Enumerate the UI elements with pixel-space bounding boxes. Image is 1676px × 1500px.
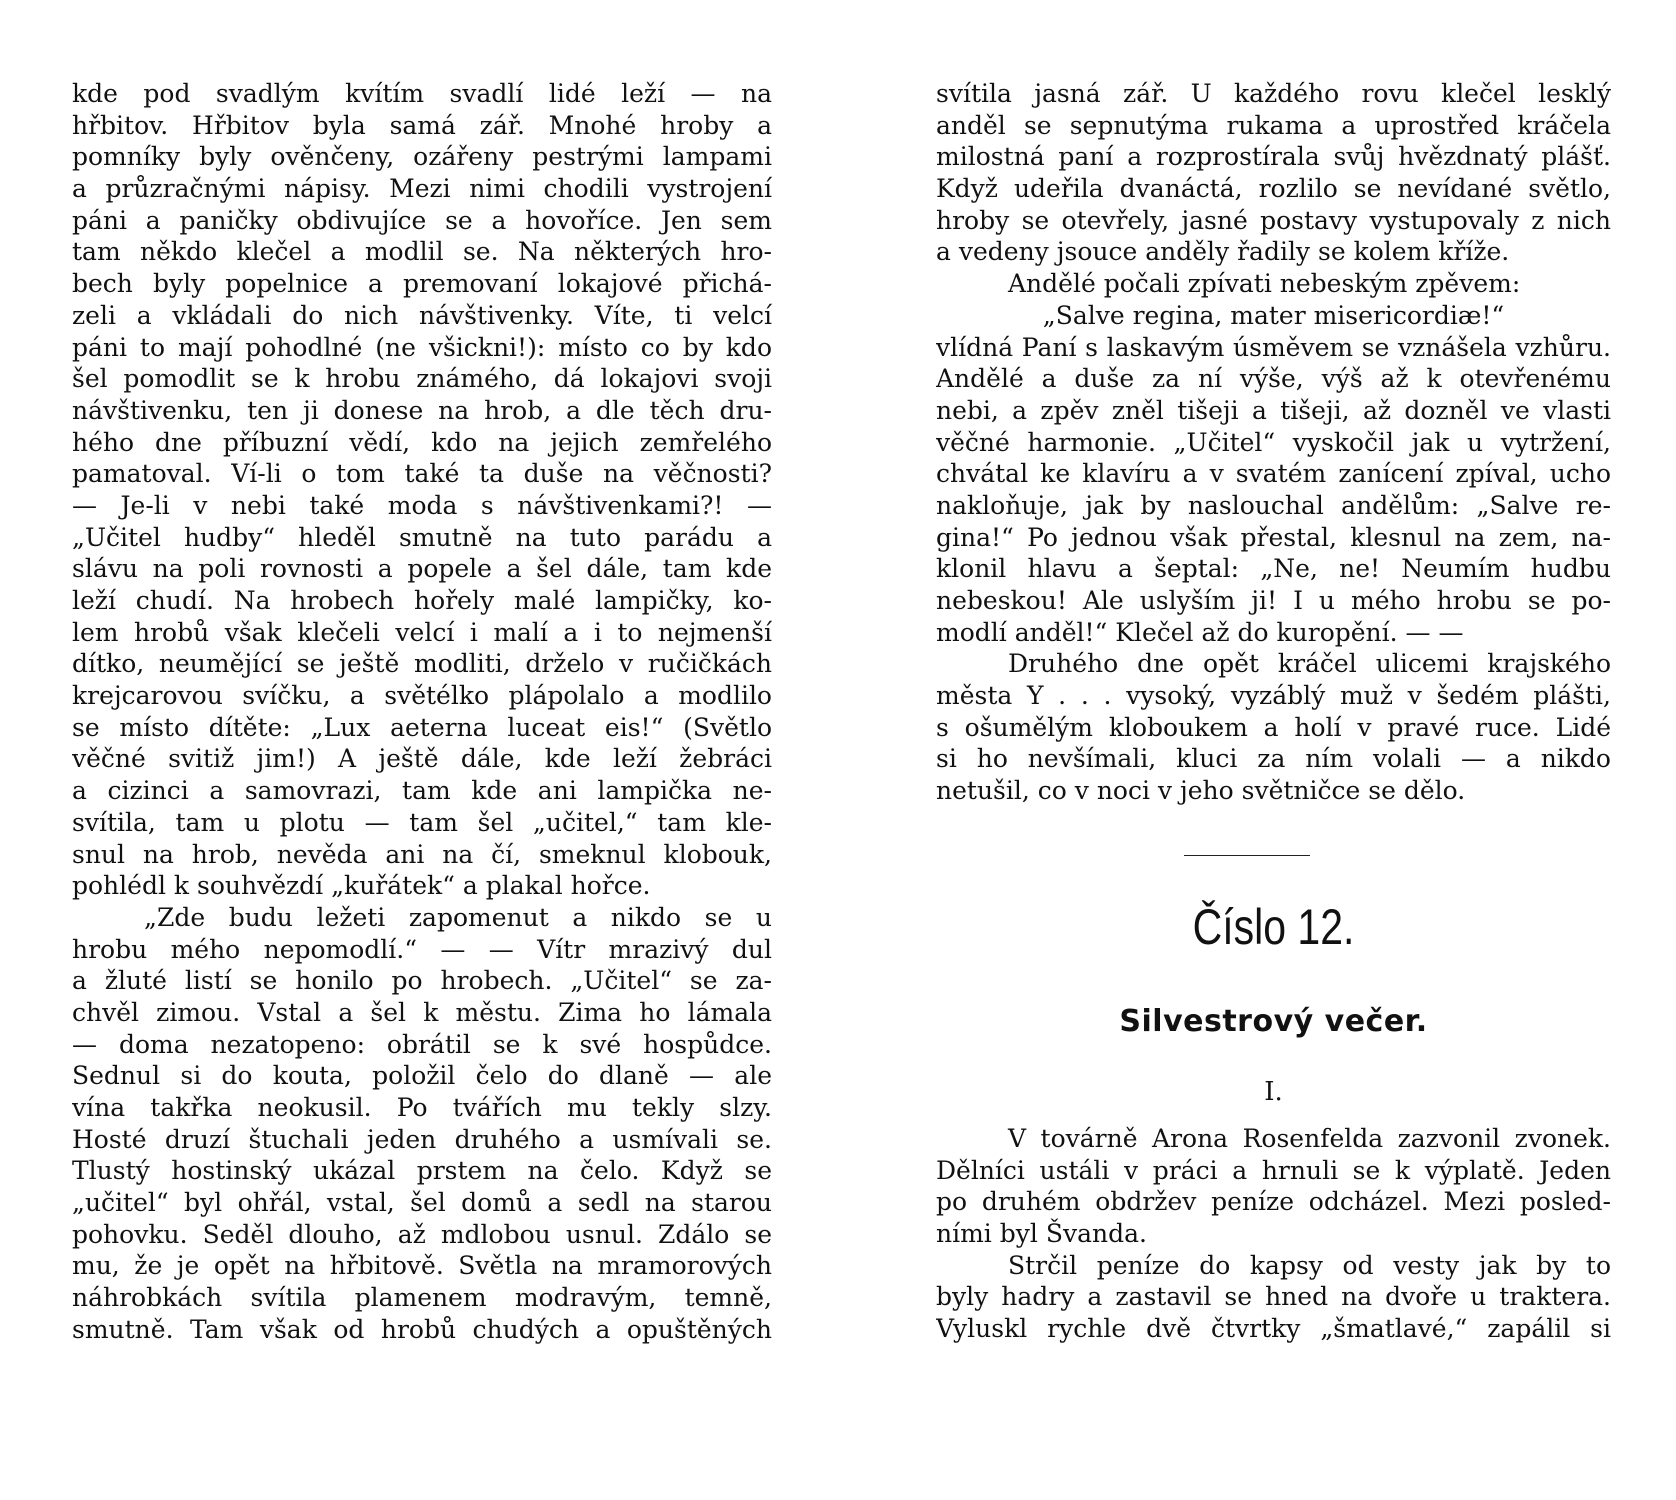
text-line: Tlustý hostinský ukázal prstem na čelo. Když se: [72, 1156, 772, 1186]
text-line: gina!“ Po jednou však přestal, klesnul na zem, na-: [936, 522, 1611, 552]
text-line: Vyluskl rychle dvě čtvrtky „šmatlavé,“ zapálil si: [936, 1314, 1611, 1344]
text-line: návštivenku, ten ji donese na hrob, a dle těch dru-: [72, 395, 772, 425]
text-line: smutně. Tam však od hrobů chudých a opuštěných: [72, 1314, 772, 1344]
text-line: a žluté listí se honilo po hrobech. „Učitel“ se za-: [72, 966, 772, 996]
text-line: dítko, neumějící se ještě modliti, drželo v ručičkách: [72, 649, 772, 679]
text-line: svítila jasná zář. U každého rovu klečel lesklý: [936, 79, 1611, 108]
text-line: leží chudí. Na hrobech hořely malé lampičky, ko-: [72, 586, 772, 615]
text-line: hrobu mého nepomodlí.“ — — Vítr mrazivý dul: [72, 934, 772, 964]
text-line: pamatoval. Ví-li o tom také ta duše na věčnosti?: [72, 459, 772, 489]
text-line: věčné harmonie. „Učitel“ vyskočil jak u vytržení,: [936, 427, 1611, 457]
text-line: snul na hrob, nevěda ani na čí, smeknul klobouk,: [72, 839, 772, 869]
text-line: chvěl zimou. Vstal a šel k městu. Zima ho lámala: [72, 997, 772, 1027]
text-line: pohlédl k souhvězdí „kuřátek“ a plakal hořce.: [72, 871, 651, 901]
text-line: netušil, co v noci v jeho světničce se dělo.: [936, 776, 1466, 806]
text-line: pomníky byly ověnčeny, ozářeny pestrými lampami: [72, 142, 772, 172]
chapter-title: Silvestrový večer.: [1119, 1004, 1428, 1039]
right-page-lower-text: [936, 1123, 1611, 1345]
section-numeral: I.: [1264, 1077, 1283, 1107]
right-page-upper-text: [936, 78, 1611, 807]
text-line: mu, že je opět na hřbitově. Světla na mramorových: [72, 1251, 772, 1281]
text-line: hřbitov. Hřbitov byla samá zář. Mnohé hroby a: [72, 110, 772, 140]
text-line: „Učitel hudby“ hleděl smutně na tuto parádu a: [72, 522, 772, 552]
text-line: a průzračnými nápisy. Mezi nimi chodili vystrojení: [72, 174, 772, 204]
text-line: věčné svitiž jim!) A ještě dále, kde leží žebráci: [72, 744, 772, 774]
text-line: vína takřka neokusil. Po tvářích mu tekly slzy.: [72, 1093, 772, 1122]
text-line: Dělníci ustáli v práci a hrnuli se k výplatě. Jeden: [936, 1155, 1611, 1185]
text-line: nebeskou! Ale uslyším ji! I u mého hrobu se po-: [936, 586, 1611, 615]
text-line: „Zde budu ležeti zapomenut a nikdo se u: [144, 902, 772, 932]
text-line: a vedeny jsouce anděly řadily se kolem kříže.: [936, 237, 1510, 267]
text-line: Druhého dne opět kráčel ulicemi krajského: [1008, 649, 1611, 679]
text-line: byly hadry a zastavil se hned na dvoře u traktera.: [936, 1282, 1611, 1312]
text-line: — doma nezatopeno: obrátil se k své hospůdce.: [72, 1029, 772, 1059]
text-line: tam někdo klečel a modlil se. Na některých hro-: [72, 237, 772, 267]
text-line: kde pod svadlým kvítím svadlí lidé leží — na: [72, 79, 772, 108]
text-line: zeli a vkládali do nich návštivenky. Víte, ti velcí: [72, 300, 772, 330]
text-line: náhrobkách svítila plamenem modravým, temně,: [72, 1283, 772, 1313]
section-divider-rule: [1184, 855, 1310, 856]
text-line: Andělé počali zpívati nebeským zpěvem:: [1008, 269, 1521, 299]
text-line: Když udeřila dvanáctá, rozlilo se nevídané světlo,: [936, 174, 1611, 204]
text-line: s ošumělým kloboukem a holí v pravé ruce. Lidé: [936, 712, 1611, 742]
text-line: lem hrobů však klečeli velcí i malí a i to nejmenší: [72, 617, 772, 647]
text-line: Hosté druzí štuchali jeden druhého a usmívali se.: [72, 1124, 772, 1154]
text-line: páni a paničky obdivujíce se a hovoříce. Jen sem: [72, 205, 772, 235]
text-line: a cizinci a samovrazi, tam kde ani lampička ne-: [72, 776, 772, 806]
text-line: „Salve regina, mater misericordiæ!“: [1042, 300, 1505, 330]
text-line: bech byly popelnice a premovaní lokajové přichá-: [72, 269, 772, 299]
text-line: Sednul si do kouta, položil čelo do dlaně — ale: [72, 1061, 772, 1091]
text-line: modlí anděl!“ Klečel až do kuropění. — —: [936, 617, 1464, 647]
text-line: klonil hlavu a šeptal: „Ne, ne! Neumím hudbu: [936, 554, 1611, 584]
text-line: Andělé a duše za ní výše, výš až k otevřenému: [936, 364, 1611, 394]
text-line: pohovku. Seděl dlouho, až mdlobou usnul. Zdálo se: [72, 1219, 772, 1249]
text-line: nebi, a zpěv zněl tišeji a tišeji, až dozněl ve vlasti: [936, 395, 1611, 425]
text-line: vlídná Paní s laskavým úsměvem se vznášela vzhůru.: [936, 332, 1611, 362]
text-line: hroby se otevřely, jasné postavy vystupovaly z nich: [936, 205, 1611, 235]
text-line: svítila, tam u plotu — tam šel „učitel,“ tam kle-: [72, 807, 772, 837]
text-line: si ho nevšímali, kluci za ním volali — a nikdo: [936, 744, 1611, 774]
text-line: nakloňuje, jak by naslouchal andělům: „Salve re-: [936, 490, 1611, 520]
text-line: města Y . . . vysoký, vyzáblý muž v šedém plášti,: [936, 681, 1611, 711]
text-line: páni to mají pohodlné (ne všickni!): místo co by kdo: [72, 332, 772, 362]
text-line: Strčil peníze do kapsy od vesty jak by to: [1008, 1250, 1611, 1280]
chapter-number: Číslo 12.: [1192, 899, 1355, 955]
text-line: ními byl Švanda.: [936, 1219, 1147, 1249]
text-line: milostná paní a rozprostírala svůj hvězdnatý plášť.: [936, 142, 1611, 172]
text-line: krejcarovou svíčku, a světélko plápolalo a modlilo: [72, 681, 772, 711]
text-line: anděl se sepnutýma rukama a uprostřed kráčela: [936, 110, 1611, 140]
left-page: [72, 78, 772, 1346]
text-line: hého dne příbuzní vědí, kdo na jejich zemřelého: [72, 427, 772, 457]
text-line: V továrně Arona Rosenfelda zazvonil zvonek.: [1008, 1124, 1611, 1153]
text-line: slávu na poli rovnosti a popele a šel dále, tam kde: [72, 554, 772, 584]
text-line: — Je-li v nebi také moda s návštivenkami?! —: [72, 490, 772, 520]
text-line: po druhém obdržev peníze odcházel. Mezi posled-: [936, 1187, 1611, 1217]
text-line: chvátal ke klavíru a v svatém zanícení zpíval, ucho: [936, 459, 1611, 489]
text-line: šel pomodlit se k hrobu známého, dá lokajovi svoji: [72, 364, 772, 394]
text-line: se místo dítěte: „Lux aeterna luceat eis!“ (Světlo: [72, 712, 772, 742]
text-line: „učitel“ byl ohřál, vstal, šel domů a sedl na starou: [72, 1188, 772, 1218]
